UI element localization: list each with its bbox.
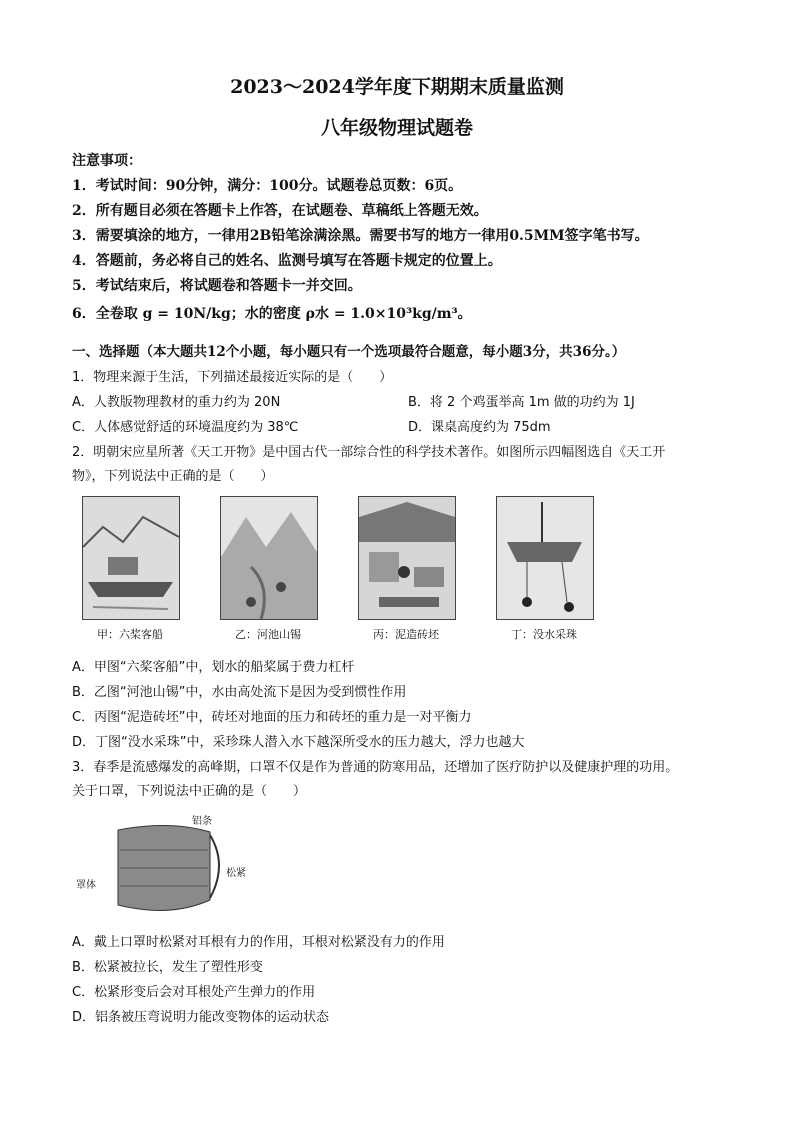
question-2-option-b: B．乙图“河池山锡”中，水由高处流下是因为受到惯性作用 [72,685,407,700]
question-1-stem: 1．物理来源于生活，下列描述最接近实际的是（ ） [72,370,393,385]
question-3-stem-cont: 关于口罩，下列说法中正确的是（ ） [72,784,307,799]
note-item: 2．所有题目必须在答题卡上作答，在试题卷、草稿纸上答题无效。 [72,203,488,219]
figure-caption: 甲：六桨客船 [97,628,163,641]
question-2-stem-cont: 物》，下列说法中正确的是（ ） [72,469,274,484]
figure-pearl-diving [496,496,594,620]
elastic-label: 松紧 [226,868,246,879]
mask-illustration [110,820,230,920]
question-2-stem: 2．明朝宋应星所著《天工开物》是中国古代一部综合性的科学技术著作。如图所示四幅图选自《天工开 [72,445,666,460]
question-1-option-a: A．人教版物理教材的重力约为 20N [72,395,281,410]
figure-caption: 乙：河池山锡 [235,628,301,641]
question-3-option-c: C．松紧形变后会对耳根处产生弹力的作用 [72,985,316,1000]
exam-title: 2023～2024学年度下期期末质量监测 [230,76,564,98]
note-item: 3．需要填涂的地方，一律用2B铅笔涂满涂黑。需要书写的地方一律用0.5MM签字笔书写。 [72,228,649,244]
question-1-option-b: B．将 2 个鸡蛋举高 1m 做的功约为 1J [408,395,635,410]
note-item: 1．考试时间：90分钟，满分：100分。试题卷总页数：6页。 [72,178,463,194]
notes-heading: 注意事项： [72,153,142,169]
figure-clay-brick [358,496,456,620]
note-item: 5．考试结束后，将试题卷和答题卡一并交回。 [72,278,362,294]
figure-six-oar-boat [82,496,180,620]
note-item: 4．答题前，务必将自己的姓名、监测号填写在答题卡规定的位置上。 [72,253,502,269]
mask-body-label: 罩体 [76,880,96,891]
brick-illustration [359,497,455,619]
question-3-option-a: A．戴上口罩时松紧对耳根有力的作用，耳根对松紧没有力的作用 [72,935,445,950]
section-heading: 一、选择题（本大题共12个小题，每小题只有一个选项最符合题意，每小题3分，共36分。） [72,344,626,360]
note-item: 6．全卷取 g = 10N/kg；水的密度 ρ水 = 1.0×10³kg/m³。 [72,306,472,322]
aluminum-strip-label: 铝条 [192,816,212,827]
figure-caption: 丁：没水采珠 [511,628,577,641]
question-2-option-c: C．丙图“泥造砖坯”中，砖坯对地面的压力和砖坯的重力是一对平衡力 [72,710,472,725]
mountain-illustration [221,497,317,619]
question-3-stem: 3．春季是流感爆发的高峰期，口罩不仅是作为普通的防寒用品，还增加了医疗防护以及健康护理的功用。 [72,760,679,775]
question-3-option-d: D．铝条被压弯说明力能改变物体的运动状态 [72,1010,330,1025]
figure-mountain-tin [220,496,318,620]
question-2-option-d: D．丁图“没水采珠”中，采珍珠人潜入水下越深所受水的压力越大，浮力也越大 [72,735,525,750]
question-3-option-b: B．松紧被拉长，发生了塑性形变 [72,960,263,975]
boat-illustration [83,497,179,619]
pearl-diving-illustration [497,497,593,619]
figure-caption: 丙：泥造砖坯 [373,628,439,641]
question-1-option-c: C．人体感觉舒适的环境温度约为 38℃ [72,420,299,435]
question-2-option-a: A．甲图“六桨客船”中，划水的船桨属于费力杠杆 [72,660,355,675]
question-1-option-d: D．课桌高度约为 75dm [408,420,551,435]
exam-subtitle: 八年级物理试题卷 [320,117,473,139]
